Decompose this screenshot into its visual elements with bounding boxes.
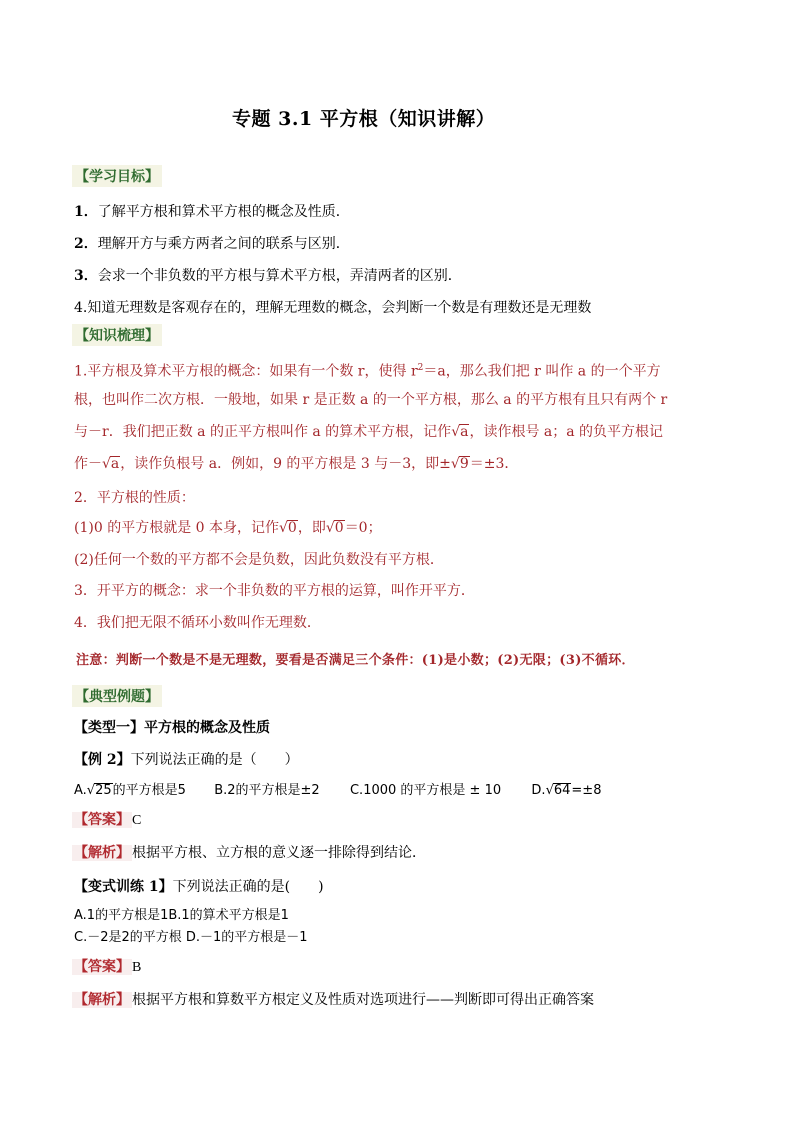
radicand: 0 bbox=[287, 520, 297, 536]
text-run: ，读作根号 a；a 的负平方根记 bbox=[469, 424, 664, 440]
question-text: 下列说法正确的是（ ） bbox=[130, 752, 299, 768]
type-title: 平方根的概念及性质 bbox=[144, 720, 270, 736]
section-goals-header: 【学习目标】 bbox=[72, 165, 162, 187]
sqrt-icon: √ bbox=[279, 520, 288, 536]
text-run: 的平方根是5 bbox=[112, 783, 186, 798]
superscript: 2 bbox=[417, 363, 424, 373]
page-title: 专题 3.1 平方根（知识讲解） bbox=[232, 108, 496, 130]
analysis-text: 根据平方根、立方根的意义逐一排除得到结论． bbox=[132, 845, 426, 861]
goal-text: 4.知道无理数是客观存在的，理解无理数的概念，会判断一个数是有理数还是无理数 bbox=[74, 300, 592, 316]
goal-item-1 bbox=[74, 202, 350, 222]
sqrt-icon: √ bbox=[545, 783, 554, 798]
text-run: ＝±3． bbox=[469, 456, 519, 472]
goal-num: 1． bbox=[74, 204, 98, 220]
text-run: (1)0 的平方根就是 0 本身，记作 bbox=[74, 520, 279, 536]
text-run: A. bbox=[74, 783, 87, 798]
knowledge-note: 注意：判断一个数是不是无理数，要看是否满足三个条件：(1)是小数；(2)无限；(3)不循环． bbox=[76, 653, 635, 668]
knowledge-p4: 4．我们把无限不循环小数叫作无理数． bbox=[74, 615, 321, 631]
answer-value: B bbox=[132, 960, 142, 975]
radicand: 25 bbox=[95, 783, 112, 798]
goal-num: 3． bbox=[74, 268, 98, 284]
knowledge-p1-line2: 根，也叫作二次方根．一般地，如果 r 是正数 a 的一个平方根，那么 a 的平方根有且只有两个 r bbox=[74, 392, 668, 408]
option-b: B.2的平方根是±2 bbox=[214, 783, 320, 798]
variant1-analysis bbox=[72, 990, 594, 1010]
goal-text: 了解平方根和算术平方根的概念及性质． bbox=[97, 204, 350, 220]
answer-value: C bbox=[132, 813, 142, 828]
example2-options bbox=[74, 781, 601, 801]
radicand: 0 bbox=[334, 520, 344, 536]
example2-answer bbox=[72, 810, 141, 831]
goal-text: 会求一个非负数的平方根与算术平方根，弄清两者的区别． bbox=[97, 268, 462, 284]
radicand: 64 bbox=[553, 783, 571, 798]
knowledge-p3: 3．开平方的概念：求一个非负数的平方根的运算，叫作开平方． bbox=[74, 583, 475, 599]
example2-question bbox=[74, 750, 299, 770]
text-run: ＝a，那么我们把 r 叫作 a 的一个平方 bbox=[423, 363, 661, 380]
variant1-options-line2: C.－2是2的平方根 D.－1的平方根是－1 bbox=[74, 930, 308, 945]
variant-tag: 【变式训练 1】 bbox=[74, 879, 173, 895]
analysis-tag: 【解析】 bbox=[74, 992, 130, 1008]
sqrt-icon: √ bbox=[450, 456, 460, 472]
knowledge-p2-item2: (2)任何一个数的平方都不会是负数，因此负数没有平方根． bbox=[74, 552, 444, 568]
goal-text: 理解开方与乘方两者之间的联系与区别． bbox=[97, 236, 350, 252]
variant1-answer bbox=[72, 957, 141, 978]
answer-tag: 【答案】 bbox=[74, 812, 130, 828]
text-run: 1.平方根及算术平方根的概念：如果有一个数 r，使得 r bbox=[74, 363, 418, 380]
sqrt-icon: √ bbox=[86, 783, 96, 798]
section-knowledge-header: 【知识梳理】 bbox=[72, 324, 162, 346]
knowledge-p1-line3 bbox=[74, 422, 663, 442]
radicand: 9 bbox=[459, 456, 469, 472]
sqrt-icon: √ bbox=[102, 456, 111, 472]
knowledge-p2: 2．平方根的性质： bbox=[74, 490, 195, 506]
question-text: 下列说法正确的是( ) bbox=[172, 879, 324, 895]
answer-tag: 【答案】 bbox=[74, 959, 130, 975]
goal-item-3 bbox=[74, 266, 462, 286]
analysis-text: 根据平方根和算数平方根定义及性质对选项进行——判断即可得出正确答案 bbox=[132, 992, 594, 1008]
sqrt-icon: √ bbox=[325, 520, 335, 536]
type-tag: 【类型一】 bbox=[74, 720, 144, 736]
option-c: C.1000 的平方根是 ± 10 bbox=[349, 783, 502, 798]
sqrt-icon: √ bbox=[451, 424, 461, 440]
knowledge-p1-line1 bbox=[74, 358, 661, 382]
radicand: a bbox=[110, 456, 120, 472]
text-run: ，即 bbox=[297, 520, 326, 536]
text-run: D. bbox=[531, 783, 546, 798]
goal-item-4 bbox=[74, 298, 591, 318]
example-tag: 【例 2】 bbox=[74, 752, 131, 768]
text-run: ＝0； bbox=[344, 520, 382, 536]
radicand: a bbox=[460, 424, 469, 440]
option-d bbox=[531, 783, 601, 798]
text-run: 与－r．我们把正数 a 的正平方根叫作 a 的算术平方根，记作 bbox=[74, 424, 452, 440]
variant1-question bbox=[74, 877, 324, 897]
option-a bbox=[74, 783, 186, 798]
goal-item-2 bbox=[74, 234, 350, 254]
text-run: =±8 bbox=[571, 783, 602, 798]
text-run: 作－ bbox=[74, 456, 102, 472]
example2-analysis bbox=[72, 843, 426, 863]
goal-num: 2． bbox=[74, 236, 98, 252]
knowledge-p1-line4 bbox=[74, 454, 518, 474]
analysis-tag: 【解析】 bbox=[74, 845, 130, 861]
type1-heading bbox=[74, 718, 270, 738]
section-examples-header: 【典型例题】 bbox=[72, 685, 162, 707]
variant1-options-line1: A.1的平方根是1B.1的算术平方根是1 bbox=[74, 908, 289, 923]
text-run: ，读作负根号 a．例如，9 的平方根是 3 与－3，即± bbox=[120, 456, 451, 472]
knowledge-p2-item1 bbox=[74, 518, 382, 538]
